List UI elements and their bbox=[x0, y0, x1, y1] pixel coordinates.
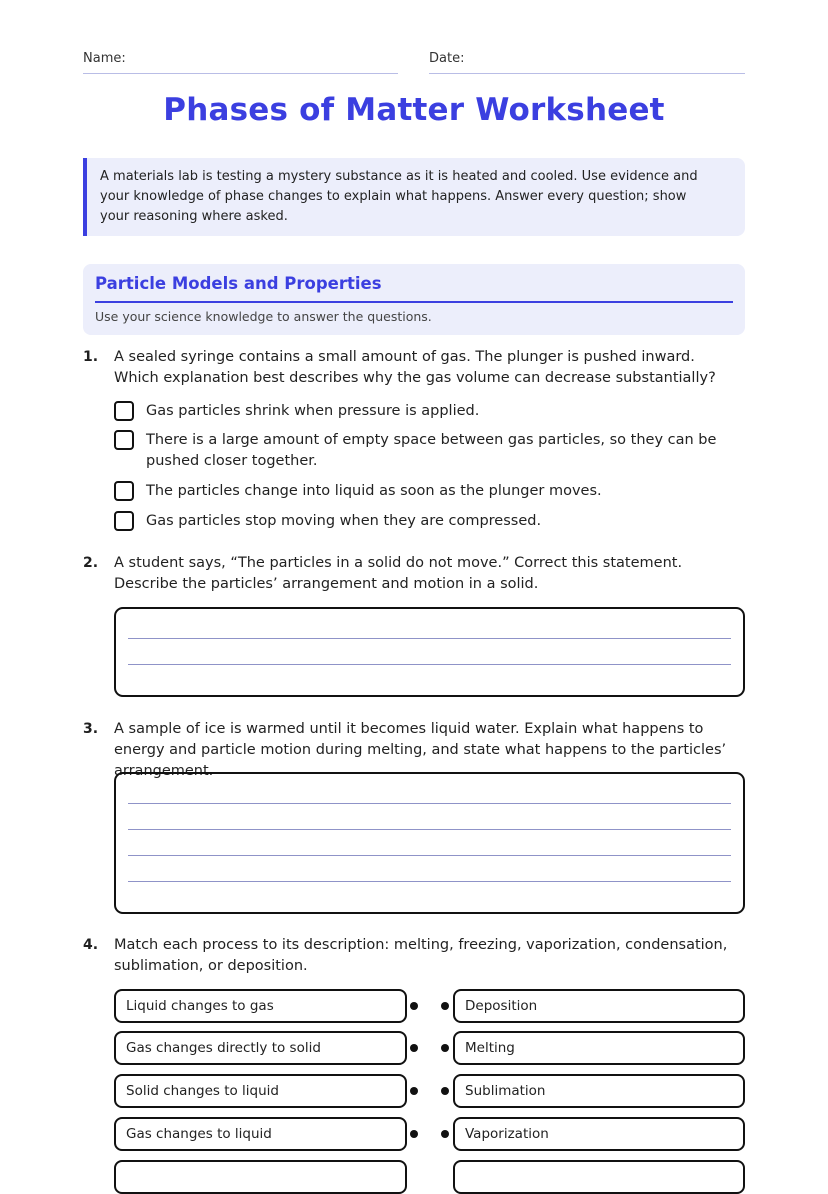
question-3 bbox=[83, 719, 745, 915]
answer-line bbox=[128, 829, 731, 830]
question-text: Match each process to its description: melting, freezing, vaporization, condensation, sublimation, or deposition. bbox=[114, 937, 728, 974]
answer-line bbox=[128, 664, 731, 665]
question-text: A student says, “The particles in a solid do not move.” Correct this statement. Describe the particles’ arrangement and motion in a solid. bbox=[114, 555, 683, 592]
page-title: Phases of Matter Worksheet bbox=[163, 92, 665, 128]
match-connector-dot[interactable] bbox=[410, 1002, 418, 1010]
match-term[interactable]: Deposition bbox=[453, 989, 745, 1023]
answer-line bbox=[128, 638, 731, 639]
name-label: Name: bbox=[83, 51, 126, 66]
question-2 bbox=[83, 553, 745, 698]
section-subtitle: Use your science knowledge to answer the questions. bbox=[95, 309, 432, 324]
option-checkbox[interactable] bbox=[114, 430, 134, 450]
answer-line bbox=[128, 803, 731, 804]
match-connector-dot[interactable] bbox=[410, 1044, 418, 1052]
match-description[interactable]: Liquid changes to gas bbox=[114, 989, 407, 1023]
option-checkbox[interactable] bbox=[114, 481, 134, 501]
option-checkbox[interactable] bbox=[114, 511, 134, 531]
match-term[interactable]: Vaporization bbox=[453, 1117, 745, 1151]
match-connector-dot[interactable] bbox=[410, 1087, 418, 1095]
match-connector-dot[interactable] bbox=[441, 1087, 449, 1095]
option-text: Gas particles shrink when pressure is applied. bbox=[146, 403, 480, 419]
answer-line bbox=[128, 881, 731, 882]
answer-box[interactable] bbox=[114, 607, 745, 697]
answer-line bbox=[128, 855, 731, 856]
match-description[interactable]: Gas changes to liquid bbox=[114, 1117, 407, 1151]
intro-box: A materials lab is testing a mystery substance as it is heated and cooled. Use evidence and your knowledge of phase changes to explain what happens. Answer every question; show your reasoning where asked. bbox=[83, 158, 745, 236]
option-text: The particles change into liquid as soon as the plunger moves. bbox=[146, 483, 602, 499]
question-number: 4. bbox=[83, 937, 99, 953]
match-description[interactable]: Gas changes directly to solid bbox=[114, 1031, 407, 1065]
option-checkbox[interactable] bbox=[114, 401, 134, 421]
section-header bbox=[83, 264, 745, 335]
question-number: 3. bbox=[83, 721, 99, 737]
header-row bbox=[83, 51, 745, 73]
match-description[interactable] bbox=[114, 1160, 407, 1194]
date-label: Date: bbox=[429, 51, 465, 66]
match-connector-dot[interactable] bbox=[441, 1130, 449, 1138]
question-4 bbox=[83, 935, 745, 1171]
section-title: Particle Models and Properties bbox=[95, 274, 733, 303]
option-text: Gas particles stop moving when they are compressed. bbox=[146, 513, 542, 529]
match-connector-dot[interactable] bbox=[410, 1130, 418, 1138]
question-text: A sample of ice is warmed until it becomes liquid water. Explain what happens to energy and particle motion during melting, and state what happens to the particles’ arrangement. bbox=[114, 721, 727, 779]
match-connector-dot[interactable] bbox=[441, 1002, 449, 1010]
match-term[interactable]: Melting bbox=[453, 1031, 745, 1065]
match-term[interactable] bbox=[453, 1160, 745, 1194]
option-text: There is a large amount of empty space between gas particles, so they can be pushed closer together. bbox=[146, 432, 717, 469]
match-term[interactable]: Sublimation bbox=[453, 1074, 745, 1108]
question-text: A sealed syringe contains a small amount of gas. The plunger is pushed inward. Which explanation best describes why the gas volume can decrease substantially? bbox=[114, 349, 716, 386]
question-1 bbox=[83, 347, 745, 537]
match-connector-dot[interactable] bbox=[441, 1044, 449, 1052]
question-number: 1. bbox=[83, 349, 99, 365]
date-field[interactable] bbox=[429, 51, 745, 74]
name-field[interactable] bbox=[83, 51, 398, 74]
match-description[interactable]: Solid changes to liquid bbox=[114, 1074, 407, 1108]
question-number: 2. bbox=[83, 555, 99, 571]
answer-box[interactable] bbox=[114, 772, 745, 914]
